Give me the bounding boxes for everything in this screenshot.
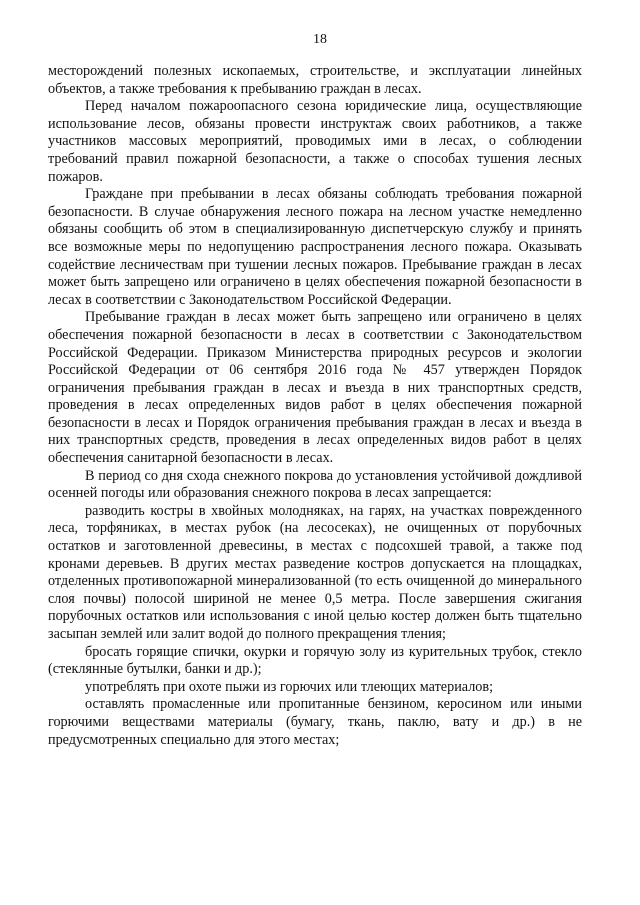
paragraph-prohibited-period: В период со дня схода снежного покрова до установления устойчивой дождливой осенней погоды или образования снежного покрова в лесах запрещается: (48, 467, 582, 502)
body-text (48, 63, 582, 749)
paragraph-citizen-duties: Граждане при пребывании в лесах обязаны соблюдать требования пожарной безопасности. В случае обнаружения лесного пожара на лесном участке немедленно обязаны сообщить об этом в специализированную диспетчерскую службу и принять все возможные меры по недопущению распространения лесного пожара. Оказывать содействие лесничествам при тушении лесных пожаров. Пребывание граждан в лесах может быть запрещено или ограничено в целях обеспечения пожарной безопасности в лесах в соответствии с Законодательством Российской Федерации. (48, 186, 582, 308)
list-item-campfires: разводить костры в хвойных молодняках, на гарях, на участках поврежденного леса, торфяниках, в местах рубок (на лесосеках), не очищенных от порубочных остатков и заготовленной древесины, в местах с подсохшей травой, а также под кронами деревьев. В других местах разведение костров допускается на площадках, отделенных противопожарной минерализованной (то есть очищенной до минерального слоя почвы) полосой шириной не менее 0,5 метра. После завершения сжигания порубочных остатков или использования с иной целью костер должен быть тщательно засыпан землей или залит водой до полного прекращения тления; (48, 502, 582, 642)
list-item-hunting-wads: употреблять при охоте пыжи из горючих или тлеющих материалов; (85, 678, 494, 695)
paragraph-continuation: месторождений полезных ископаемых, строительстве, и эксплуатации линейных объектов, а также требования к пребыванию граждан в лесах. (48, 63, 582, 97)
page-number: 18 (313, 32, 327, 47)
list-item-oily-materials: оставлять промасленные или пропитанные бензином, керосином или иными горючими веществами материалы (бумагу, ткань, паклю, вату и др.) в не предусмотренных специально для этого местах; (48, 696, 582, 748)
paragraph-restrictions-order: Пребывание граждан в лесах может быть запрещено или ограничено в целях обеспечения пожарной безопасности в лесах в соответствии с Законодательством Российской Федерации. Приказом Министерства природных ресурсов и экологии Российской Федерации от 06 сентября 2016 года № 457 утвержден Порядок ограничения пребывания граждан в лесах и въезда в них транспортных средств, проведения в лесах определенных видов работ в целях обеспечения пожарной безопасности в лесах и Порядок ограничения пребывания граждан в лесах и въезда в них транспортных средств, проведения в лесах определенных видов работ в целях обеспечения санитарной безопасности в лесах. (48, 309, 582, 467)
list-item-matches: бросать горящие спички, окурки и горячую золу из курительных трубок, стекло (стеклянные бутылки, банки и др.); (48, 643, 582, 678)
paragraph-instruction: Перед началом пожароопасного сезона юридические лица, осуществляющие использование лесов, обязаны провести инструктаж своих работников, а также участников массовых мероприятий, проводимых ими в лесах, о соблюдении требований правил пожарной безопасности, а также о способах тушения лесных пожаров. (48, 98, 582, 185)
